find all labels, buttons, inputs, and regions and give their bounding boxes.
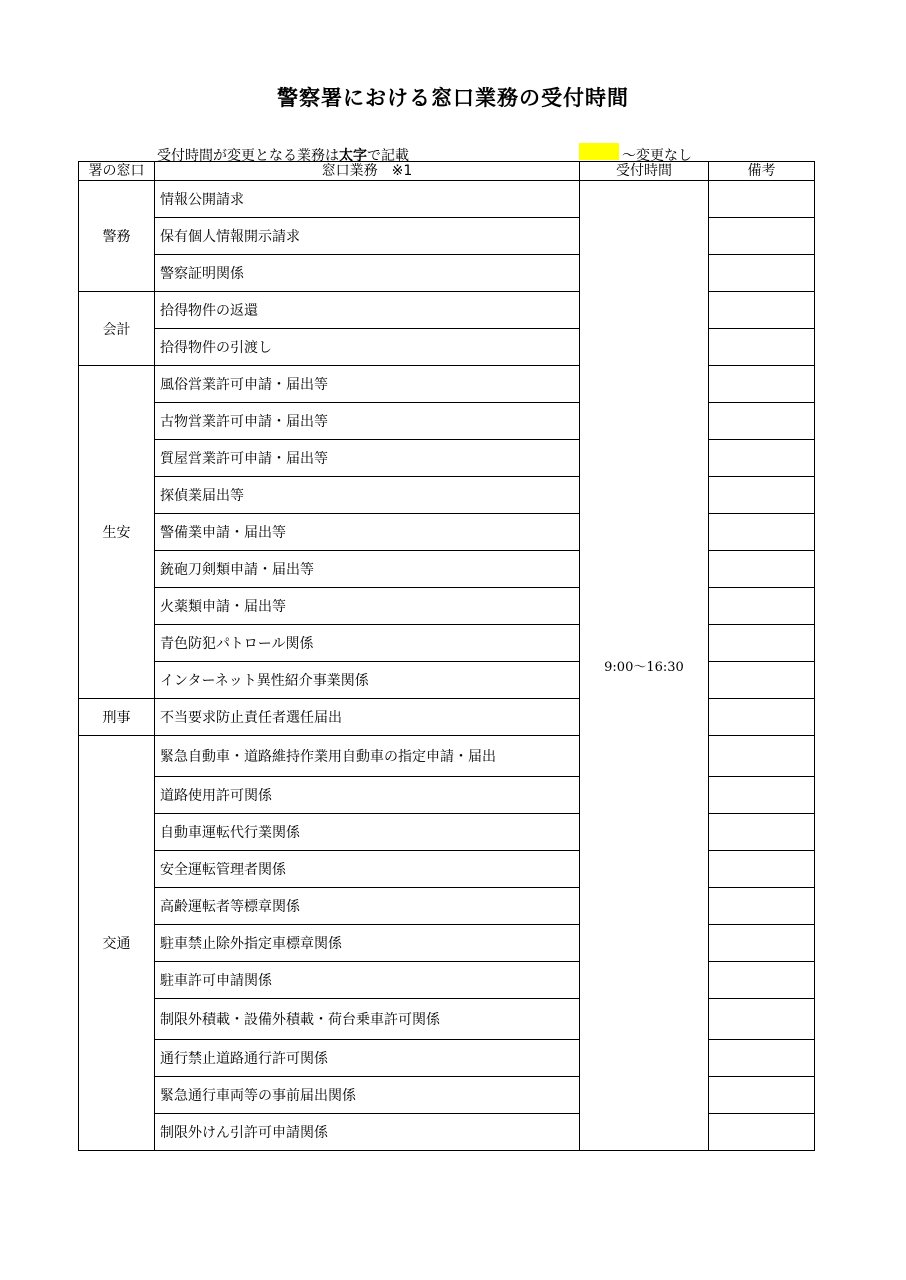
remarks-cell bbox=[709, 1040, 815, 1077]
remarks-cell bbox=[709, 551, 815, 588]
task-cell: 火薬類申請・届出等 bbox=[155, 588, 580, 625]
task-cell: 風俗営業許可申請・届出等 bbox=[155, 366, 580, 403]
task-cell: 高齢運転者等標章関係 bbox=[155, 888, 580, 925]
dept-cell: 刑事 bbox=[79, 699, 155, 736]
legend-swatch-yellow bbox=[579, 143, 619, 160]
table-header-row bbox=[79, 162, 815, 181]
task-cell: 安全運転管理者関係 bbox=[155, 851, 580, 888]
task-cell: 制限外けん引許可申請関係 bbox=[155, 1114, 580, 1151]
dept-cell: 生安 bbox=[79, 366, 155, 699]
remarks-cell bbox=[709, 1114, 815, 1151]
remarks-cell bbox=[709, 625, 815, 662]
note-prefix: 受付時間が変更となる業務は bbox=[157, 148, 339, 164]
task-cell: 不当要求防止責任者選任届出 bbox=[155, 699, 580, 736]
remarks-cell bbox=[709, 962, 815, 999]
task-cell: 拾得物件の返還 bbox=[155, 292, 580, 329]
remarks-cell bbox=[709, 699, 815, 736]
header-remarks: 備考 bbox=[709, 162, 815, 181]
task-cell: 警備業申請・届出等 bbox=[155, 514, 580, 551]
header-task-note: ※1 bbox=[391, 163, 413, 179]
header-dept: 署の窓口 bbox=[79, 162, 155, 181]
remarks-cell bbox=[709, 888, 815, 925]
remarks-cell bbox=[709, 366, 815, 403]
remarks-cell bbox=[709, 814, 815, 851]
remarks-cell bbox=[709, 218, 815, 255]
remarks-cell bbox=[709, 255, 815, 292]
task-cell: 警察証明関係 bbox=[155, 255, 580, 292]
table-body bbox=[79, 181, 815, 1151]
remarks-cell bbox=[709, 662, 815, 699]
remarks-cell bbox=[709, 440, 815, 477]
task-cell: 情報公開請求 bbox=[155, 181, 580, 218]
task-cell: 道路使用許可関係 bbox=[155, 777, 580, 814]
task-cell: 制限外積載・設備外積載・荷台乗車許可関係 bbox=[155, 999, 580, 1040]
reception-hours-table bbox=[78, 161, 815, 1151]
remarks-cell bbox=[709, 403, 815, 440]
remarks-cell bbox=[709, 588, 815, 625]
task-cell: 銃砲刀剣類申請・届出等 bbox=[155, 551, 580, 588]
header-task-label: 窓口業務 bbox=[321, 163, 378, 179]
remarks-cell bbox=[709, 1077, 815, 1114]
task-cell: 古物営業許可申請・届出等 bbox=[155, 403, 580, 440]
remarks-cell bbox=[709, 329, 815, 366]
task-cell: 通行禁止道路通行許可関係 bbox=[155, 1040, 580, 1077]
dept-cell: 会計 bbox=[79, 292, 155, 366]
dept-cell: 警務 bbox=[79, 181, 155, 292]
task-cell: 質屋営業許可申請・届出等 bbox=[155, 440, 580, 477]
remarks-cell bbox=[709, 181, 815, 218]
task-cell: 拾得物件の引渡し bbox=[155, 329, 580, 366]
task-cell: 自動車運転代行業関係 bbox=[155, 814, 580, 851]
task-cell: 駐車禁止除外指定車標章関係 bbox=[155, 925, 580, 962]
remarks-cell bbox=[709, 777, 815, 814]
remarks-cell bbox=[709, 292, 815, 329]
task-cell: 緊急自動車・道路維持作業用自動車の指定申請・届出 bbox=[155, 736, 580, 777]
header-task bbox=[155, 162, 580, 181]
header-hours: 受付時間 bbox=[580, 162, 709, 181]
task-cell: 保有個人情報開示請求 bbox=[155, 218, 580, 255]
task-cell: 青色防犯パトロール関係 bbox=[155, 625, 580, 662]
task-cell: 駐車許可申請関係 bbox=[155, 962, 580, 999]
page-title: 警察署における窓口業務の受付時間 bbox=[277, 86, 629, 110]
legend-label: ～変更なし bbox=[622, 148, 692, 164]
remarks-cell bbox=[709, 514, 815, 551]
hours-cell: 9:00～16:30 bbox=[580, 181, 709, 1151]
remarks-cell bbox=[709, 999, 815, 1040]
remarks-cell bbox=[709, 925, 815, 962]
task-cell: 緊急通行車両等の事前届出関係 bbox=[155, 1077, 580, 1114]
task-cell: インターネット異性紹介事業関係 bbox=[155, 662, 580, 699]
task-cell: 探偵業届出等 bbox=[155, 477, 580, 514]
remarks-cell bbox=[709, 851, 815, 888]
table-row bbox=[79, 181, 815, 218]
note-suffix: で記載 bbox=[367, 148, 409, 164]
dept-cell: 交通 bbox=[79, 736, 155, 1151]
remarks-cell bbox=[709, 736, 815, 777]
note-bold: 太字 bbox=[339, 148, 367, 164]
remarks-cell bbox=[709, 477, 815, 514]
